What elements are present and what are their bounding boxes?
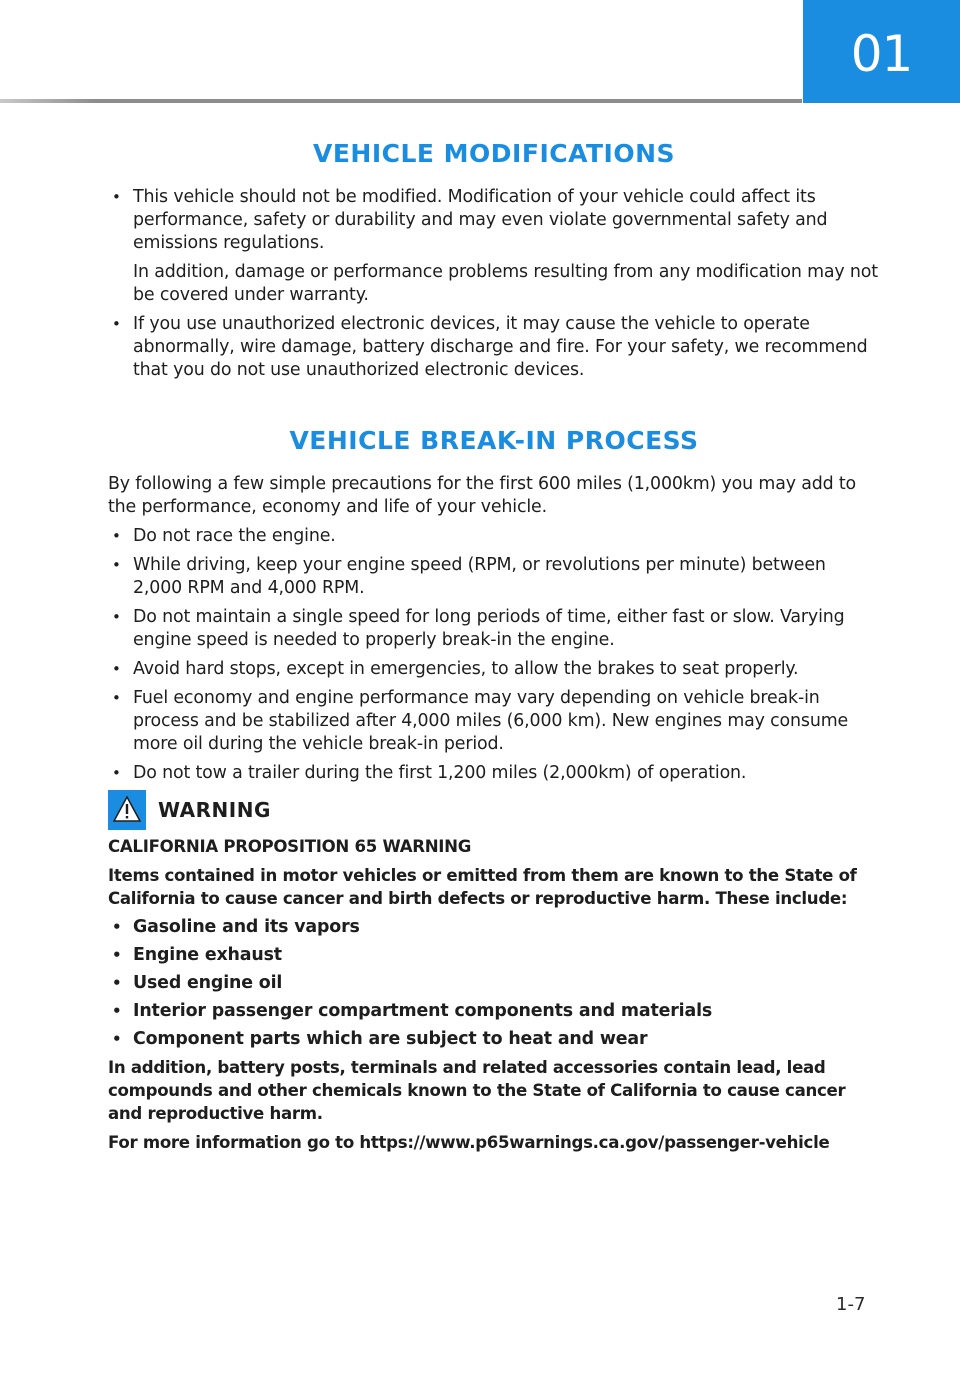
- bullet-dot: •: [112, 188, 121, 206]
- list-item: [108, 687, 880, 756]
- bullet-dot: •: [112, 608, 121, 626]
- chapter-tab: [803, 0, 960, 103]
- warning-badge: [108, 790, 146, 830]
- bullet-dot: •: [112, 660, 121, 678]
- breakin-intro: By following a few simple precautions for the first 600 miles (1,000km) you may add to the performance, economy and life of your vehicle.: [108, 474, 857, 517]
- bullet-dot: •: [112, 918, 122, 936]
- breakin-item-text: Fuel economy and engine performance may vary depending on vehicle break-in process and be stabilized after 4,000 miles (6,000 km). New engines may consume more oil during the vehicle break-in period.: [133, 688, 849, 754]
- breakin-item-text: While driving, keep your engine speed (RPM, or revolutions per minute) between 2,000 RPM and 4,000 RPM.: [133, 555, 826, 598]
- bullet-dot: •: [112, 556, 121, 574]
- page-number: 1-7: [836, 1294, 866, 1315]
- list-item: [108, 658, 880, 681]
- bullet-dot: •: [112, 315, 121, 333]
- list-item: [108, 313, 880, 382]
- list-item: [108, 554, 880, 600]
- breakin-item-text: Do not race the engine.: [133, 526, 336, 546]
- warning-item-text: Gasoline and its vapors: [133, 917, 360, 937]
- warning-intro: Items contained in motor vehicles or emitted from them are known to the State of California to cause cancer and birth defects or reproductive harm. These include:: [108, 866, 857, 908]
- warning-box: [108, 790, 880, 1160]
- list-item: [108, 186, 880, 307]
- list-item: [108, 606, 880, 652]
- list-item: [108, 1000, 880, 1023]
- bullet-dot: •: [112, 689, 121, 707]
- warning-item-text: Interior passenger compartment components and materials: [133, 1001, 713, 1021]
- bullet-dot: •: [112, 1030, 122, 1048]
- modification-item-text: In addition, damage or performance problems resulting from any modification may not be covered under warranty.: [133, 262, 878, 305]
- bullet-dot: •: [112, 946, 122, 964]
- warning-body: [108, 835, 880, 1154]
- section-title-breakin: VEHICLE BREAK-IN PROCESS: [289, 426, 699, 455]
- header-rule: [0, 99, 802, 103]
- section-title-modifications: VEHICLE MODIFICATIONS: [312, 139, 676, 168]
- breakin-item-text: Do not tow a trailer during the first 1,200 miles (2,000km) of operation.: [133, 763, 747, 783]
- breakin-item-text: Do not maintain a single speed for long periods of time, either fast or slow. Varying engine speed is needed to properly break-in the engine.: [133, 607, 845, 650]
- bullet-dot: •: [112, 1002, 122, 1020]
- list-item: [108, 972, 880, 995]
- breakin-section: [108, 473, 880, 791]
- breakin-item-text: Avoid hard stops, except in emergencies, to allow the brakes to seat properly.: [133, 659, 799, 679]
- warning-item-text: Used engine oil: [133, 973, 283, 993]
- bullet-dot: •: [112, 764, 121, 782]
- list-item: [108, 1028, 880, 1051]
- chapter-number: 01: [850, 24, 913, 83]
- list-item: [108, 762, 880, 785]
- breakin-list: [108, 525, 880, 785]
- warning-triangle-icon: [113, 796, 141, 822]
- bullet-dot: •: [112, 974, 122, 992]
- warning-item-text: Component parts which are subject to heat and wear: [133, 1029, 648, 1049]
- list-item: [108, 916, 880, 939]
- modifications-list: [108, 186, 880, 388]
- warning-heading: CALIFORNIA PROPOSITION 65 WARNING: [108, 837, 472, 856]
- modification-item-text: This vehicle should not be modified. Modification of your vehicle could affect its performance, safety or durability and may even violate governmental safety and emissions regulations.: [133, 187, 828, 253]
- list-item: [108, 944, 880, 967]
- warning-list: [108, 916, 880, 1051]
- bullet-dot: •: [112, 527, 121, 545]
- list-item: [108, 525, 880, 548]
- warning-label: WARNING: [158, 798, 271, 822]
- warning-more-info: For more information go to https://www.p65warnings.ca.gov/passenger-vehicle: [108, 1133, 830, 1152]
- modification-item-text: If you use unauthorized electronic devices, it may cause the vehicle to operate abnormally, wire damage, battery discharge and fire. For your safety, we recommend that you do not use unauthorized electronic devices.: [133, 314, 868, 380]
- warning-addition: In addition, battery posts, terminals and related accessories contain lead, lead compounds and other chemicals known to the State of California to cause cancer and reproductive harm.: [108, 1058, 846, 1123]
- warning-header: [108, 790, 880, 830]
- warning-item-text: Engine exhaust: [133, 945, 282, 965]
